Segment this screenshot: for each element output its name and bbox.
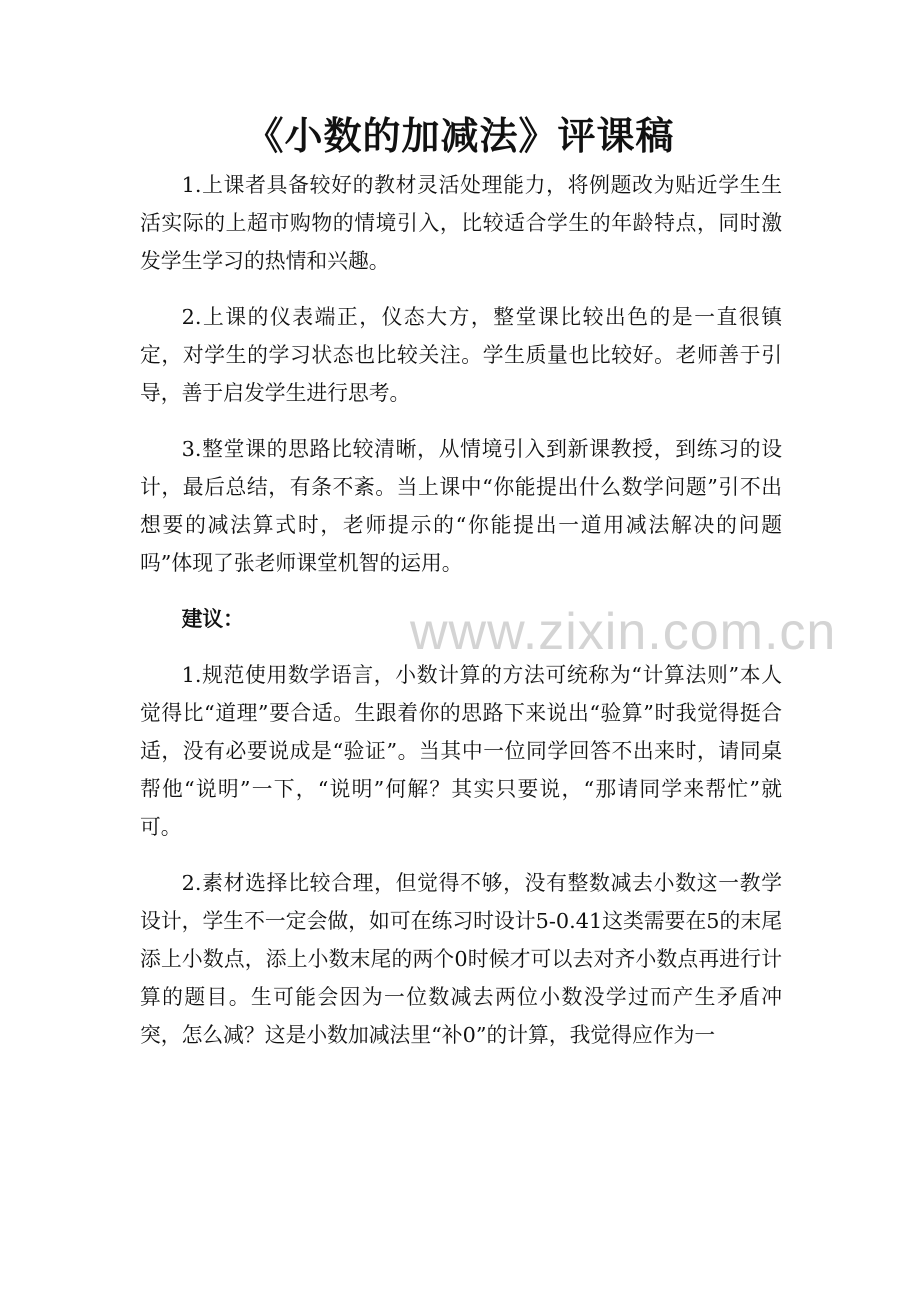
document-body <box>140 166 782 1072</box>
suggestion-2: 2.素材选择比较合理，但觉得不够，没有整数减去小数这一教学设计，学生不一定会做，如可在练习时设计5-0.41这类需要在5的末尾添上小数点，添上小数末尾的两个0时候才可以去对齐小数点再进行计算的题目。生可能会因为一位数减去两位小数没学过而产生矛盾冲突，怎么减？这是小数加减法里“补0”的计算，我觉得应作为一 <box>140 871 782 1047</box>
paragraph-1: 1.上课者具备较好的教材灵活处理能力，将例题改为贴近学生生活实际的上超市购物的情境引入，比较适合学生的年龄特点，同时激发学生学习的热情和兴趣。 <box>140 173 782 273</box>
suggestion-1: 1.规范使用数学语言，小数计算的方法可统称为“计算法则”本人觉得比“道理”要合适。生跟着你的思路下来说出“验算”时我觉得挺合适，没有必要说成是“验证”。当其中一位同学回答不出来时，请同桌帮他“说明”一下，“说明”何解？其实只要说，“那请同学来帮忙”就可。 <box>140 663 782 839</box>
document-title: 《小数的加减法》评课稿 <box>245 113 675 158</box>
paragraph-2: 2.上课的仪表端正，仪态大方，整堂课比较出色的是一直很镇定，对学生的学习状态也比较关注。学生质量也比较好。老师善于引导，善于启发学生进行思考。 <box>140 305 782 405</box>
watermark: www.zixin.com.cn <box>410 603 837 661</box>
paragraph-3: 3.整堂课的思路比较清晰，从情境引入到新课教授，到练习的设计，最后总结，有条不紊。当上课中“你能提出什么数学问题”引不出想要的减法算式时，老师提示的“你能提出一道用减法解决的问题吗”体现了张老师课堂机智的运用。 <box>140 437 782 575</box>
suggestions-heading: 建议： <box>181 606 244 631</box>
